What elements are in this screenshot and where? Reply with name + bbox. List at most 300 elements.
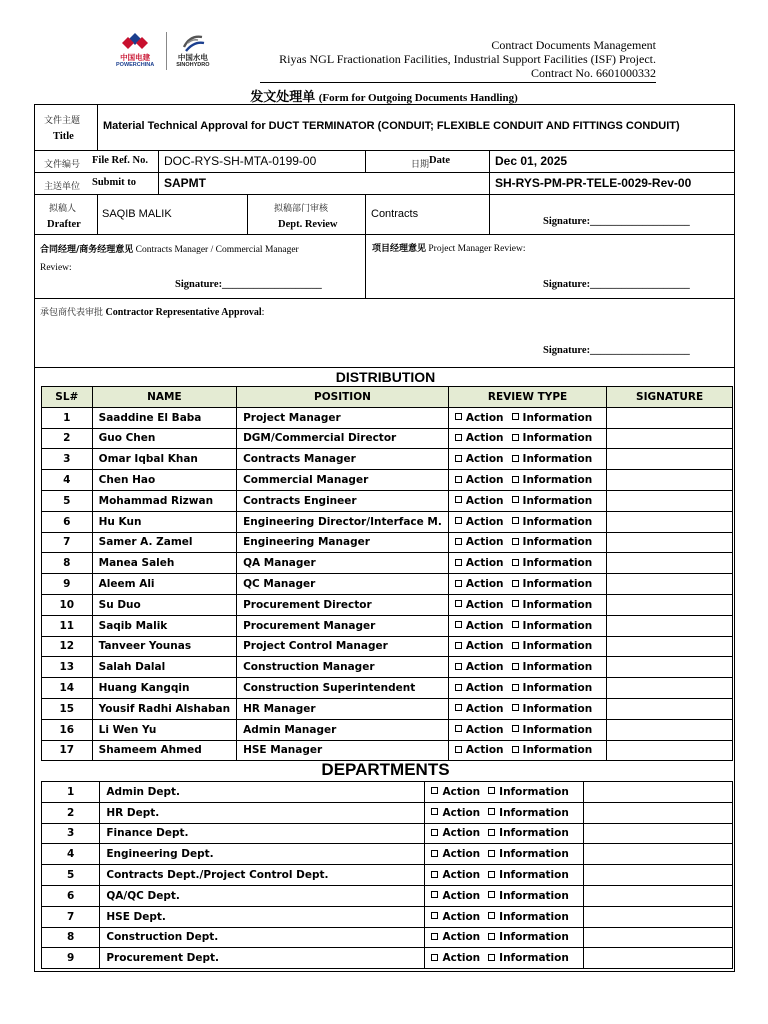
information-label: Information [522, 682, 593, 695]
action-checkbox-icon[interactable] [455, 559, 462, 566]
dept-row-name: Contracts Dept./Project Control Dept. [100, 865, 425, 886]
dept-row-sl: 6 [42, 885, 100, 906]
information-checkbox-icon[interactable] [512, 455, 519, 462]
information-option[interactable] [512, 661, 593, 673]
action-label: Action [465, 557, 504, 570]
action-checkbox-icon[interactable] [455, 684, 462, 691]
row-position: Construction Manager [237, 657, 449, 678]
action-option[interactable] [431, 827, 480, 839]
header-review-type: REVIEW TYPE [448, 387, 606, 408]
row-signature-cell[interactable] [607, 594, 733, 615]
action-label: Action [465, 661, 504, 674]
distribution-row [42, 407, 733, 428]
information-checkbox-icon[interactable] [512, 725, 519, 732]
information-option[interactable] [488, 827, 569, 839]
document-form [34, 104, 735, 368]
action-option[interactable] [455, 620, 504, 632]
distribution-review-type-cell [448, 470, 606, 491]
dept-row-name: Admin Dept. [100, 782, 425, 803]
action-checkbox-icon[interactable] [455, 496, 462, 503]
department-row [42, 906, 733, 927]
information-option[interactable] [488, 848, 569, 860]
distribution-row [42, 594, 733, 615]
form-title [0, 86, 768, 106]
row-signature-cell[interactable] [607, 407, 733, 428]
action-option[interactable] [455, 661, 504, 673]
file-ref-value-cell [159, 151, 366, 173]
action-checkbox-icon[interactable] [455, 621, 462, 628]
contractor-approval-colon: : [261, 307, 265, 318]
powerchina-cn: 中国电建 [120, 53, 151, 62]
action-checkbox-icon[interactable] [431, 933, 438, 940]
distribution-row [42, 490, 733, 511]
date-label-cell [366, 151, 490, 173]
row-position: Procurement Director [237, 594, 449, 615]
action-option[interactable] [455, 599, 504, 611]
title-label-en: Title [53, 131, 74, 142]
row-position: HSE Manager [237, 740, 449, 761]
department-row [42, 948, 733, 969]
information-checkbox-icon[interactable] [488, 808, 495, 815]
dept-row-signature-cell[interactable] [583, 865, 732, 886]
distribution-review-type-cell [448, 740, 606, 761]
row-signature-cell[interactable] [607, 615, 733, 636]
information-option[interactable] [512, 474, 593, 486]
information-option[interactable] [512, 640, 593, 652]
distribution-row [42, 636, 733, 657]
title-label-cell [35, 105, 98, 151]
header-line-1: Contract Documents Management [491, 38, 656, 52]
dept-row-sl: 1 [42, 782, 100, 803]
department-row [42, 802, 733, 823]
row-sl: 13 [42, 657, 93, 678]
information-option[interactable] [512, 536, 593, 548]
dept-row-name: Construction Dept. [100, 927, 425, 948]
sinohydro-logo-icon [180, 33, 206, 53]
header-signature: SIGNATURE [607, 387, 733, 408]
row-sl: 4 [42, 470, 93, 491]
department-review-type-cell [425, 906, 583, 927]
action-checkbox-icon[interactable] [431, 891, 438, 898]
contractor-approval-cn: 承包商代表审批 [40, 308, 104, 318]
action-label: Action [465, 474, 504, 487]
dept-row-name: HR Dept. [100, 802, 425, 823]
action-label: Action [465, 702, 504, 715]
action-label: Action [442, 952, 481, 965]
action-option[interactable] [455, 453, 504, 465]
row-position: QC Manager [237, 574, 449, 595]
information-option[interactable] [512, 432, 593, 444]
form-title-en: (Form for Outgoing Documents Handling) [318, 92, 518, 104]
information-checkbox-icon[interactable] [512, 517, 519, 524]
action-option[interactable] [431, 786, 480, 798]
department-review-type-cell [425, 802, 583, 823]
action-option[interactable] [455, 495, 504, 507]
department-review-type-cell [425, 865, 583, 886]
information-label: Information [499, 889, 569, 902]
information-checkbox-icon[interactable] [512, 496, 519, 503]
drafter-label-en: Drafter [47, 219, 81, 230]
dept-row-sl: 9 [42, 948, 100, 969]
file-ref-label-cell [35, 151, 159, 173]
information-option[interactable] [488, 952, 569, 964]
row-sl: 1 [42, 407, 93, 428]
row-sl: 10 [42, 594, 93, 615]
distribution-review-type-cell [448, 532, 606, 553]
row-position: Engineering Manager [237, 532, 449, 553]
information-checkbox-icon[interactable] [512, 704, 519, 711]
information-checkbox-icon[interactable] [488, 954, 495, 961]
action-checkbox-icon[interactable] [431, 808, 438, 815]
action-option[interactable] [431, 869, 480, 881]
departments-title: DEPARTMENTS [321, 760, 450, 779]
row-name: Saaddine El Baba [92, 407, 236, 428]
action-checkbox-icon[interactable] [455, 538, 462, 545]
information-checkbox-icon[interactable] [512, 559, 519, 566]
cm-review-en: Contracts Manager / Commercial Manager [135, 245, 299, 255]
action-checkbox-icon[interactable] [455, 517, 462, 524]
action-option[interactable] [455, 640, 504, 652]
row-signature-cell[interactable] [607, 428, 733, 449]
row-sl: 14 [42, 678, 93, 699]
header-sl: SL# [42, 387, 93, 408]
row-signature-cell[interactable] [607, 511, 733, 532]
action-checkbox-icon[interactable] [431, 829, 438, 836]
action-label: Action [465, 411, 504, 424]
row-signature-cell[interactable] [607, 719, 733, 740]
information-option[interactable] [488, 911, 569, 923]
information-checkbox-icon[interactable] [512, 684, 519, 691]
information-checkbox-icon[interactable] [512, 642, 519, 649]
distribution-review-type-cell [448, 553, 606, 574]
row-name: Salah Dalal [92, 657, 236, 678]
action-option[interactable] [455, 724, 504, 736]
submit-label-en: Submit to [92, 177, 137, 188]
dept-row-signature-cell[interactable] [583, 927, 732, 948]
action-checkbox-icon[interactable] [455, 663, 462, 670]
row-sl: 17 [42, 740, 93, 761]
distribution-title: DISTRIBUTION [335, 369, 436, 385]
action-option[interactable] [455, 557, 504, 569]
information-checkbox-icon[interactable] [488, 933, 495, 940]
action-option[interactable] [431, 848, 480, 860]
information-checkbox-icon[interactable] [488, 850, 495, 857]
row-sl: 8 [42, 553, 93, 574]
information-checkbox-icon[interactable] [512, 434, 519, 441]
action-label: Action [465, 640, 504, 653]
file-ref-value: DOC-RYS-SH-MTA-0199-00 [164, 154, 317, 168]
information-label: Information [499, 869, 569, 882]
action-checkbox-icon[interactable] [455, 725, 462, 732]
powerchina-en: POWERCHINA [116, 62, 155, 68]
information-option[interactable] [512, 703, 593, 715]
pm-review-cell [366, 235, 734, 299]
action-checkbox-icon[interactable] [455, 600, 462, 607]
row-name: Huang Kangqin [92, 678, 236, 699]
action-option[interactable] [455, 412, 504, 424]
distribution-row [42, 615, 733, 636]
distribution-review-type-cell [448, 657, 606, 678]
information-option[interactable] [512, 724, 593, 736]
action-checkbox-icon[interactable] [455, 455, 462, 462]
dept-row-signature-cell[interactable] [583, 802, 732, 823]
information-label: Information [499, 806, 569, 819]
row-name: Mohammad Rizwan [92, 490, 236, 511]
action-label: Action [442, 869, 481, 882]
information-label: Information [522, 702, 593, 715]
action-option[interactable] [455, 744, 504, 756]
department-row [42, 885, 733, 906]
row-signature-cell[interactable] [607, 532, 733, 553]
action-option[interactable] [431, 911, 480, 923]
department-review-type-cell [425, 885, 583, 906]
dept-signature-line: Signature:___________________ [543, 216, 690, 227]
row-signature-cell[interactable] [607, 470, 733, 491]
row-position: Engineering Director/Interface M. [237, 511, 449, 532]
action-option[interactable] [431, 952, 480, 964]
row-name: Su Duo [92, 594, 236, 615]
submit-ref-value: SH-RYS-PM-PR-TELE-0029-Rev-00 [495, 176, 692, 190]
dept-row-signature-cell[interactable] [583, 885, 732, 906]
row-signature-cell[interactable] [607, 657, 733, 678]
row-name: Chen Hao [92, 470, 236, 491]
contractor-signature-line: Signature:___________________ [543, 345, 690, 356]
sinohydro-logo [176, 33, 209, 69]
dept-row-signature-cell[interactable] [583, 844, 732, 865]
distribution-row [42, 511, 733, 532]
drafter-label-cn: 拟稿人 [49, 204, 77, 214]
dept-row-signature-cell[interactable] [583, 906, 732, 927]
distribution-row [42, 678, 733, 699]
information-checkbox-icon[interactable] [512, 476, 519, 483]
action-checkbox-icon[interactable] [455, 476, 462, 483]
information-label: Information [499, 785, 569, 798]
row-name: Omar Iqbal Khan [92, 449, 236, 470]
row-signature-cell[interactable] [607, 740, 733, 761]
information-checkbox-icon[interactable] [488, 829, 495, 836]
information-checkbox-icon[interactable] [512, 746, 519, 753]
information-label: Information [499, 848, 569, 861]
information-option[interactable] [488, 786, 569, 798]
action-checkbox-icon[interactable] [431, 787, 438, 794]
distribution-review-type-cell [448, 407, 606, 428]
information-option[interactable] [488, 931, 569, 943]
information-checkbox-icon[interactable] [512, 413, 519, 420]
information-label: Information [499, 910, 569, 923]
row-signature-cell[interactable] [607, 490, 733, 511]
information-label: Information [522, 598, 593, 611]
contractor-approval-en: Contractor Representative Approval [105, 307, 262, 318]
information-option[interactable] [512, 557, 593, 569]
drafter-value-cell [98, 195, 248, 235]
action-option[interactable] [455, 516, 504, 528]
action-checkbox-icon[interactable] [455, 434, 462, 441]
dept-value-cell [366, 195, 490, 235]
information-option[interactable] [488, 890, 569, 902]
distribution-table [41, 386, 733, 761]
row-name: Tanveer Younas [92, 636, 236, 657]
row-name: Manea Saleh [92, 553, 236, 574]
information-label: Information [522, 515, 593, 528]
submit-value-cell [159, 173, 490, 195]
distribution-row [42, 553, 733, 574]
action-option[interactable] [455, 536, 504, 548]
action-label: Action [465, 723, 504, 736]
distribution-row [42, 470, 733, 491]
dept-row-name: Finance Dept. [100, 823, 425, 844]
row-sl: 5 [42, 490, 93, 511]
action-label: Action [465, 744, 504, 757]
logo-divider [166, 32, 167, 70]
information-label: Information [522, 744, 593, 757]
cm-review-en2: Review: [40, 263, 72, 273]
date-value-cell [490, 151, 734, 173]
action-checkbox-icon[interactable] [455, 746, 462, 753]
dept-row-signature-cell[interactable] [583, 948, 732, 969]
row-position: Project Manager [237, 407, 449, 428]
action-label: Action [442, 931, 481, 944]
information-checkbox-icon[interactable] [512, 580, 519, 587]
dept-label-cell [248, 195, 366, 235]
action-option[interactable] [455, 682, 504, 694]
action-label: Action [442, 848, 481, 861]
dept-row-signature-cell[interactable] [583, 782, 732, 803]
row-position: Contracts Engineer [237, 490, 449, 511]
row-name: Samer A. Zamel [92, 532, 236, 553]
pm-signature-line: Signature:___________________ [543, 279, 690, 290]
row-name: Hu Kun [92, 511, 236, 532]
form-title-cn: 发文处理单 [250, 90, 316, 105]
action-label: Action [442, 806, 481, 819]
information-checkbox-icon[interactable] [512, 538, 519, 545]
information-option[interactable] [488, 869, 569, 881]
dept-row-name: HSE Dept. [100, 906, 425, 927]
row-signature-cell[interactable] [607, 574, 733, 595]
information-label: Information [522, 661, 593, 674]
row-sl: 7 [42, 532, 93, 553]
row-name: Li Wen Yu [92, 719, 236, 740]
information-option[interactable] [512, 412, 593, 424]
row-signature-cell[interactable] [607, 698, 733, 719]
action-label: Action [465, 515, 504, 528]
row-name: Saqib Malik [92, 615, 236, 636]
information-option[interactable] [512, 620, 593, 632]
information-option[interactable] [512, 599, 593, 611]
department-review-type-cell [425, 844, 583, 865]
action-option[interactable] [431, 807, 480, 819]
distribution-review-type-cell [448, 594, 606, 615]
row-signature-cell[interactable] [607, 678, 733, 699]
action-option[interactable] [455, 474, 504, 486]
header-contract-no: Contract No. 6601000332 [531, 66, 656, 80]
information-option[interactable] [512, 578, 593, 590]
action-checkbox-icon[interactable] [455, 580, 462, 587]
information-option[interactable] [512, 744, 593, 756]
information-option[interactable] [512, 516, 593, 528]
file-ref-label-en: File Ref. No. [92, 155, 148, 166]
action-label: Action [465, 536, 504, 549]
action-label: Action [465, 578, 504, 591]
distribution-row [42, 449, 733, 470]
row-signature-cell[interactable] [607, 449, 733, 470]
dept-row-signature-cell[interactable] [583, 823, 732, 844]
action-checkbox-icon[interactable] [431, 954, 438, 961]
information-label: Information [499, 827, 569, 840]
row-sl: 16 [42, 719, 93, 740]
date-value: Dec 01, 2025 [495, 154, 568, 168]
information-checkbox-icon[interactable] [488, 871, 495, 878]
information-label: Information [522, 557, 593, 570]
row-signature-cell[interactable] [607, 636, 733, 657]
row-sl: 11 [42, 615, 93, 636]
action-checkbox-icon[interactable] [431, 912, 438, 919]
row-position: HR Manager [237, 698, 449, 719]
dept-label-en: Dept. Review [278, 219, 338, 230]
action-checkbox-icon[interactable] [431, 850, 438, 857]
dept-label-cn: 拟稿部门审核 [274, 204, 329, 214]
action-checkbox-icon[interactable] [455, 642, 462, 649]
information-option[interactable] [512, 495, 593, 507]
information-checkbox-icon[interactable] [488, 912, 495, 919]
action-option[interactable] [431, 890, 480, 902]
distribution-row [42, 574, 733, 595]
information-checkbox-icon[interactable] [488, 891, 495, 898]
dept-row-sl: 7 [42, 906, 100, 927]
action-option[interactable] [431, 931, 480, 943]
information-option[interactable] [512, 453, 593, 465]
action-option[interactable] [455, 703, 504, 715]
distribution-review-type-cell [448, 636, 606, 657]
information-checkbox-icon[interactable] [512, 600, 519, 607]
action-option[interactable] [455, 432, 504, 444]
row-signature-cell[interactable] [607, 553, 733, 574]
document-header [279, 38, 656, 80]
submit-ref-cell [490, 173, 734, 195]
department-review-type-cell [425, 927, 583, 948]
information-checkbox-icon[interactable] [488, 787, 495, 794]
information-option[interactable] [512, 682, 593, 694]
cm-signature-line: Signature:___________________ [175, 279, 322, 290]
company-logos [116, 32, 210, 70]
action-label: Action [442, 889, 481, 902]
information-option[interactable] [488, 807, 569, 819]
information-label: Information [522, 474, 593, 487]
row-position: Construction Superintendent [237, 678, 449, 699]
action-label: Action [442, 910, 481, 923]
information-label: Information [499, 952, 569, 965]
action-option[interactable] [455, 578, 504, 590]
action-label: Action [442, 827, 481, 840]
submit-value: SAPMT [164, 176, 206, 190]
row-position: DGM/Commercial Director [237, 428, 449, 449]
dept-row-name: Procurement Dept. [100, 948, 425, 969]
action-checkbox-icon[interactable] [455, 704, 462, 711]
pm-review-en: Project Manager Review: [428, 244, 526, 254]
dept-row-name: Engineering Dept. [100, 844, 425, 865]
distribution-row [42, 698, 733, 719]
information-checkbox-icon[interactable] [512, 663, 519, 670]
distribution-section [34, 368, 735, 972]
action-checkbox-icon[interactable] [431, 871, 438, 878]
action-checkbox-icon[interactable] [455, 413, 462, 420]
sinohydro-cn: 中国水电 [177, 53, 208, 62]
row-name: Aleem Ali [92, 574, 236, 595]
title-label-cn: 文件主题 [44, 116, 81, 126]
powerchina-logo-icon [122, 33, 148, 53]
information-checkbox-icon[interactable] [512, 621, 519, 628]
date-label-en: Date [429, 155, 450, 166]
information-label: Information [499, 931, 569, 944]
